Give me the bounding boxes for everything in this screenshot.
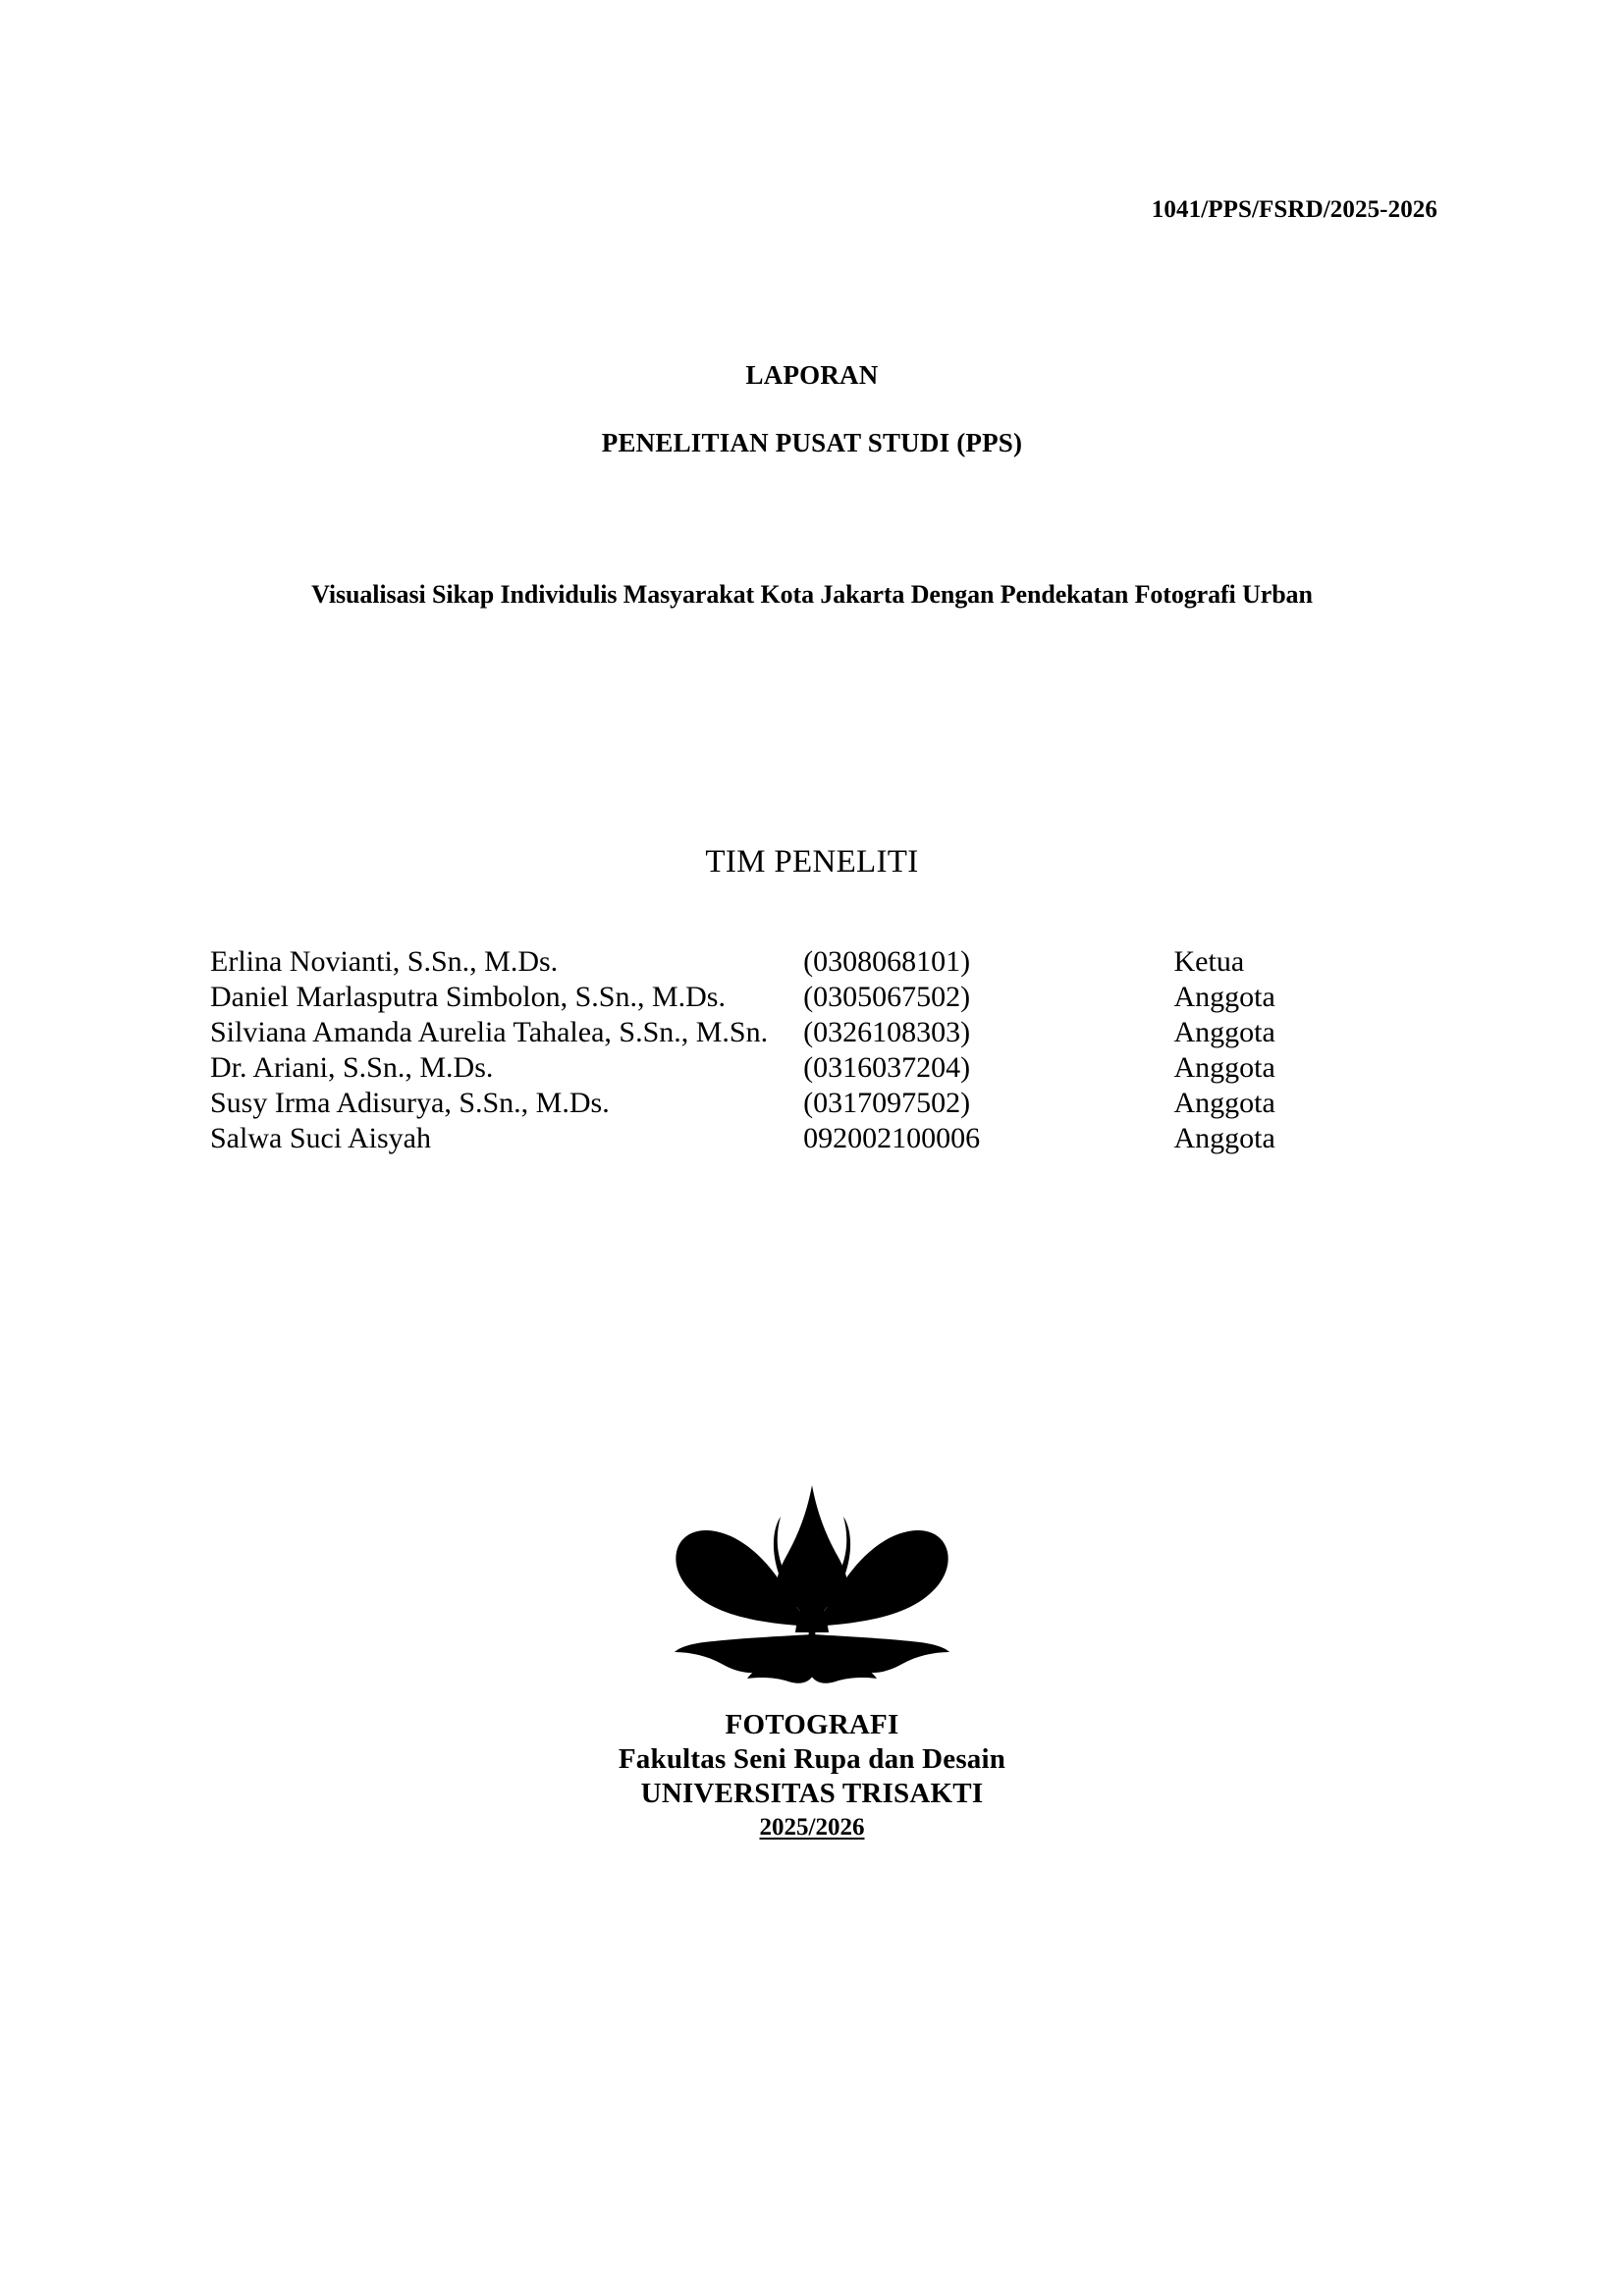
member-name: Silviana Amanda Aurelia Tahalea, S.Sn., M.Sn. <box>210 1016 769 1048</box>
table-row <box>210 1086 1388 1121</box>
table-row <box>210 944 1388 980</box>
trisakti-emblem-icon <box>665 1477 959 1703</box>
member-id: (0308068101) <box>803 945 971 978</box>
program-name: FOTOGRAFI <box>725 1709 899 1740</box>
table-row <box>210 1121 1388 1156</box>
research-title: Visualisasi Sikap Individulis Masyarakat Kota Jakarta Dengan Pendekatan Fotografi Urban <box>311 580 1313 609</box>
report-heading-line-1: LAPORAN <box>745 360 879 390</box>
footer-block <box>0 1708 1624 1844</box>
member-id: (0305067502) <box>803 981 971 1013</box>
member-id: (0326108303) <box>803 1016 971 1048</box>
member-name: Salwa Suci Aisyah <box>210 1122 431 1154</box>
table-row <box>210 1050 1388 1086</box>
member-role: Anggota <box>1173 1051 1275 1084</box>
member-name: Daniel Marlasputra Simbolon, S.Sn., M.Ds. <box>210 981 726 1013</box>
faculty-name: Fakultas Seni Rupa dan Desain <box>618 1743 1006 1775</box>
table-row <box>210 980 1388 1015</box>
university-logo <box>0 1477 1624 1703</box>
document-code: 1041/PPS/FSRD/2025-2026 <box>1151 196 1437 223</box>
team-section-heading: TIM PENELITI <box>705 844 919 880</box>
table-row <box>210 1015 1388 1050</box>
member-role: Ketua <box>1173 945 1245 978</box>
member-role: Anggota <box>1173 1016 1275 1048</box>
member-name: Dr. Ariani, S.Sn., M.Ds. <box>210 1051 494 1084</box>
research-team-table <box>210 944 1388 1156</box>
member-name: Susy Irma Adisurya, S.Sn., M.Ds. <box>210 1087 610 1119</box>
academic-year: 2025/2026 <box>759 1814 865 1841</box>
member-role: Anggota <box>1173 981 1275 1013</box>
member-role: Anggota <box>1173 1122 1275 1154</box>
member-id: (0317097502) <box>803 1087 971 1119</box>
report-heading-block <box>0 342 1624 477</box>
member-id: (0316037204) <box>803 1051 971 1084</box>
university-name: UNIVERSITAS TRISAKTI <box>640 1778 984 1809</box>
report-heading-line-2: PENELITIAN PUSAT STUDI (PPS) <box>601 428 1023 457</box>
member-id: 092002100006 <box>803 1122 981 1154</box>
member-name: Erlina Novianti, S.Sn., M.Ds. <box>210 945 559 978</box>
member-role: Anggota <box>1173 1087 1275 1119</box>
